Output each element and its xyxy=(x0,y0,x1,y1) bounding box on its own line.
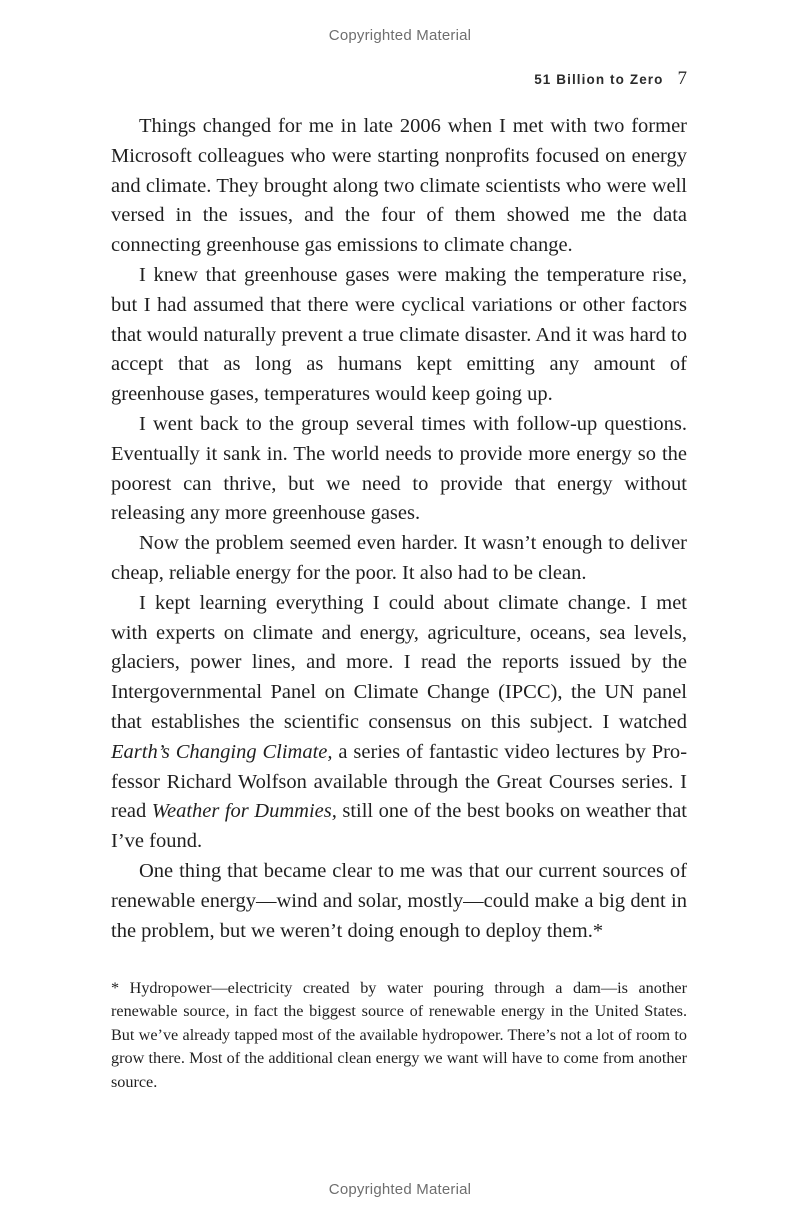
body-paragraph xyxy=(111,112,687,261)
text-run: One thing that became clear to me was that our current sources of renewable energy—wind and solar, mostly—could make a big dent in the problem, but we weren’t doing enough to deploy them.* xyxy=(111,859,687,942)
italic-title: Earth’s Changing Climate, xyxy=(111,740,333,763)
body-paragraph xyxy=(111,261,687,410)
text-run: Things changed for me in late 2006 when I met with two former Microsoft colleagues who were starting nonprofits focused on energy and climate. They brought along two climate scientists who were well versed in the issues, and the four of them showed me the data connecting greenhouse gas emissions to climate change. xyxy=(111,115,687,257)
page-number: 7 xyxy=(677,68,687,89)
body-text xyxy=(111,112,687,946)
running-head xyxy=(534,68,687,90)
text-run: a series of fantastic video lectures by Professor Richard Wolfson available through the Great Courses series. I read xyxy=(111,740,688,823)
body-paragraph xyxy=(111,529,687,589)
italic-title: Weather for Dummies, xyxy=(151,800,337,823)
body-paragraph xyxy=(111,857,687,946)
text-run: still one of the best books on weather that I’ve found. xyxy=(111,800,687,853)
text-run: I knew that greenhouse gases were making the temperature rise, but I had assumed that there were cyclical variations or other factors that would naturally prevent a true climate disaster. And it was hard to accept that as long as humans kept emitting any amount of greenhouse gases, temperatures would keep going up. xyxy=(111,263,687,406)
text-run: Now the problem seemed even harder. It wasn’t enough to deliver cheap, reliable energy for the poor. It also had to be clean. xyxy=(111,532,687,584)
copyright-watermark-bottom: Copyrighted Material xyxy=(328,1181,472,1198)
body-paragraph xyxy=(111,589,687,857)
body-paragraph xyxy=(111,410,687,529)
footnote-text: * Hydropower—electricity created by water pouring through a dam—is another renewable source, in fact the biggest source of renewable energy in the United States. But we’ve already tapped most of the available hydropower. There’s not a lot of room to grow there. Most of the additional clean energy we want will have to come from another source. xyxy=(111,979,687,1091)
copyright-watermark-top: Copyrighted Material xyxy=(328,27,472,44)
text-run: I kept learning everything I could about climate change. I met with experts on climate and energy, agriculture, oceans, sea levels, glaciers, power lines, and more. I read the reports issued by the Intergovernmental Panel on Climate Change (IPCC), the UN panel that establishes the scientific consensus on this subject. I watched xyxy=(111,591,687,733)
footnote xyxy=(111,977,687,1094)
text-run: I went back to the group several times with follow-up questions. Eventually it sank in. The world needs to provide more energy so the poorest can thrive, but we need to provide that energy without releasing any more greenhouse gases. xyxy=(111,412,687,525)
running-head-title: 51 Billion to Zero xyxy=(534,72,664,87)
